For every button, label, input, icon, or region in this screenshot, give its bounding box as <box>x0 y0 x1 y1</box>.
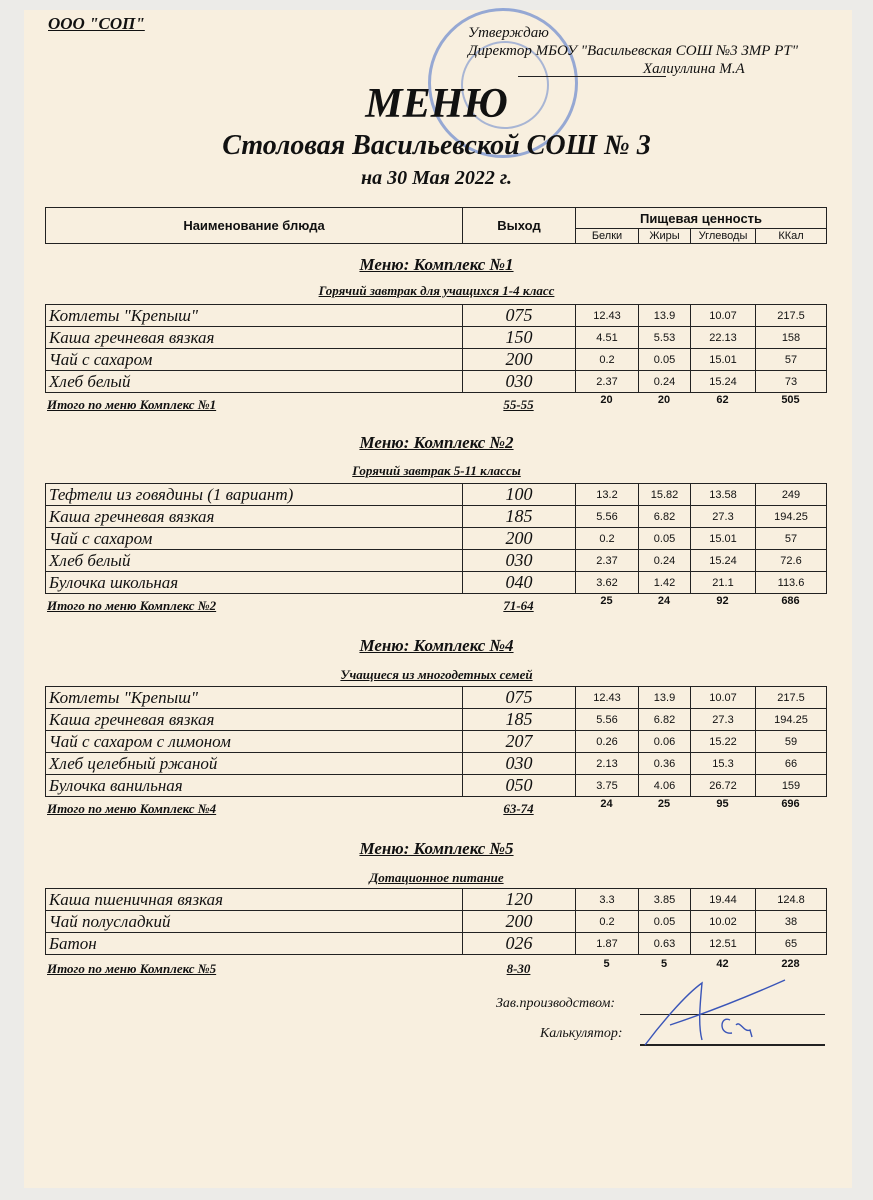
total-label: Итого по меню Комплекс №4 <box>47 801 217 816</box>
dish-output: 030 <box>463 371 576 393</box>
dish-kcal: 159 <box>756 775 827 797</box>
dish-protein: 0.2 <box>576 911 639 933</box>
dish-fat: 6.82 <box>639 709 691 731</box>
complex-title: Меню: Комплекс №2 <box>359 433 514 452</box>
approval-line-2: Директор МБОУ "Васильевская СОШ №3 ЗМР РТ" <box>468 43 798 59</box>
dish-kcal: 72.6 <box>756 550 827 572</box>
total-fat: 5 <box>660 958 668 970</box>
dish-fat: 5.53 <box>639 327 691 349</box>
dish-name: Каша гречневая вязкая <box>46 506 463 528</box>
dish-name: Чай с сахаром <box>46 349 463 371</box>
total-protein: 25 <box>600 595 613 607</box>
approval-line-3: Халиуллина М.А <box>643 61 745 77</box>
dish-output: 075 <box>463 305 576 327</box>
dish-kcal: 59 <box>756 731 827 753</box>
dish-kcal: 217.5 <box>756 305 827 327</box>
dish-carbs: 13.58 <box>691 484 756 506</box>
total-fat: 25 <box>657 798 671 810</box>
dish-carbs: 10.07 <box>691 687 756 709</box>
dish-protein: 12.43 <box>576 305 639 327</box>
table-row <box>46 911 827 933</box>
complex-subtitle: Горячий завтрак 5-11 классы <box>352 463 521 478</box>
header-kcal: ККал <box>756 229 827 244</box>
dish-carbs: 15.24 <box>691 371 756 393</box>
dish-output: 150 <box>463 327 576 349</box>
total-output: 71-64 <box>503 598 534 613</box>
total-kcal: 696 <box>781 798 800 810</box>
approval-block <box>468 24 798 78</box>
dish-fat: 0.36 <box>639 753 691 775</box>
dish-kcal: 217.5 <box>756 687 827 709</box>
dish-name: Хлеб белый <box>46 371 463 393</box>
dish-name: Булочка ванильная <box>46 775 463 797</box>
dish-protein: 5.56 <box>576 506 639 528</box>
table-row <box>46 327 827 349</box>
total-kcal: 505 <box>781 394 800 406</box>
dish-carbs: 22.13 <box>691 327 756 349</box>
dish-output: 040 <box>463 572 576 594</box>
page-title: МЕНЮ <box>365 81 508 127</box>
complex-total <box>45 595 826 614</box>
dish-name: Батон <box>46 933 463 955</box>
table-row <box>46 933 827 955</box>
table-row <box>46 550 827 572</box>
complex-total <box>45 798 826 817</box>
dish-carbs: 21.1 <box>691 572 756 594</box>
dish-output: 120 <box>463 889 576 911</box>
dish-carbs: 10.02 <box>691 911 756 933</box>
dish-name: Чай полусладкий <box>46 911 463 933</box>
dish-output: 030 <box>463 550 576 572</box>
dish-protein: 3.75 <box>576 775 639 797</box>
complex-total <box>45 394 826 413</box>
table-row <box>46 371 827 393</box>
dish-output: 207 <box>463 731 576 753</box>
table-row <box>46 305 827 327</box>
table-row <box>46 775 827 797</box>
complex-table <box>45 888 827 955</box>
dish-name: Каша гречневая вязкая <box>46 327 463 349</box>
total-output: 8-30 <box>506 961 531 976</box>
header-protein: Белки <box>576 229 639 244</box>
dish-output: 200 <box>463 528 576 550</box>
dish-carbs: 19.44 <box>691 889 756 911</box>
complex-title: Меню: Комплекс №5 <box>359 839 514 858</box>
table-header <box>45 207 827 244</box>
dish-name: Булочка школьная <box>46 572 463 594</box>
dish-name: Хлеб целебный ржаной <box>46 753 463 775</box>
dish-carbs: 27.3 <box>691 709 756 731</box>
dish-carbs: 15.3 <box>691 753 756 775</box>
complex-table <box>45 483 827 594</box>
total-label: Итого по меню Комплекс №1 <box>47 397 217 412</box>
dish-protein: 3.3 <box>576 889 639 911</box>
dish-protein: 1.87 <box>576 933 639 955</box>
dish-carbs: 15.01 <box>691 349 756 371</box>
dish-protein: 0.26 <box>576 731 639 753</box>
dish-kcal: 124.8 <box>756 889 827 911</box>
total-label: Итого по меню Комплекс №5 <box>47 961 217 976</box>
dish-fat: 0.05 <box>639 349 691 371</box>
dish-protein: 4.51 <box>576 327 639 349</box>
dish-fat: 13.9 <box>639 687 691 709</box>
dish-output: 075 <box>463 687 576 709</box>
total-carbs: 92 <box>716 595 729 607</box>
dish-name: Каша пшеничная вязкая <box>46 889 463 911</box>
dish-fat: 0.05 <box>639 528 691 550</box>
total-carbs: 42 <box>716 958 729 970</box>
complex-subtitle: Горячий завтрак для учащихся 1-4 класс <box>318 283 555 298</box>
dish-carbs: 10.07 <box>691 305 756 327</box>
dish-name: Чай с сахаром <box>46 528 463 550</box>
total-kcal: 686 <box>781 595 800 607</box>
total-output: 63-74 <box>503 801 534 816</box>
table-row <box>46 528 827 550</box>
dish-name: Тефтели из говядины (1 вариант) <box>46 484 463 506</box>
dish-fat: 0.24 <box>639 550 691 572</box>
table-row <box>46 506 827 528</box>
dish-name: Каша гречневая вязкая <box>46 709 463 731</box>
table-row <box>46 484 827 506</box>
table-row <box>46 753 827 775</box>
total-fat: 24 <box>657 595 671 607</box>
dish-fat: 6.82 <box>639 506 691 528</box>
dish-output: 185 <box>463 709 576 731</box>
dish-kcal: 57 <box>756 528 827 550</box>
total-fat: 20 <box>657 394 671 406</box>
dish-output: 026 <box>463 933 576 955</box>
dish-fat: 1.42 <box>639 572 691 594</box>
page-subtitle: Столовая Васильевской СОШ № 3 <box>222 130 651 161</box>
dish-carbs: 26.72 <box>691 775 756 797</box>
dish-fat: 3.85 <box>639 889 691 911</box>
total-output: 55-55 <box>503 397 534 412</box>
dish-name: Хлеб белый <box>46 550 463 572</box>
dish-protein: 0.2 <box>576 349 639 371</box>
table-row <box>46 687 827 709</box>
complex-table <box>45 304 827 393</box>
complex-title: Меню: Комплекс №1 <box>359 255 514 274</box>
dish-protein: 2.37 <box>576 371 639 393</box>
dish-protein: 0.2 <box>576 528 639 550</box>
total-protein: 5 <box>603 958 610 970</box>
total-protein: 24 <box>600 798 613 810</box>
dish-kcal: 66 <box>756 753 827 775</box>
dish-fat: 13.9 <box>639 305 691 327</box>
calculator-label: Калькулятор: <box>540 1026 623 1041</box>
header-carbs: Углеводы <box>691 229 756 244</box>
company-name: ООО "СОП" <box>48 14 145 33</box>
total-protein: 20 <box>600 394 613 406</box>
table-row <box>46 731 827 753</box>
dish-fat: 0.05 <box>639 911 691 933</box>
table-row <box>46 889 827 911</box>
total-carbs: 62 <box>716 394 729 406</box>
complex-subtitle: Дотационное питание <box>369 870 504 885</box>
dish-output: 050 <box>463 775 576 797</box>
dish-fat: 0.63 <box>639 933 691 955</box>
dish-carbs: 15.22 <box>691 731 756 753</box>
dish-carbs: 12.51 <box>691 933 756 955</box>
dish-carbs: 15.24 <box>691 550 756 572</box>
handwritten-signature <box>640 975 790 1055</box>
header-name: Наименование блюда <box>46 208 463 244</box>
dish-output: 200 <box>463 349 576 371</box>
approval-signature-line <box>518 76 666 77</box>
table-row <box>46 349 827 371</box>
complex-title: Меню: Комплекс №4 <box>359 636 514 655</box>
dish-fat: 0.06 <box>639 731 691 753</box>
complex-table <box>45 686 827 797</box>
dish-name: Чай с сахаром с лимоном <box>46 731 463 753</box>
dish-kcal: 65 <box>756 933 827 955</box>
production-manager-label: Зав.производством: <box>496 996 616 1011</box>
dish-name: Котлеты "Крепыш" <box>46 305 463 327</box>
dish-kcal: 194.25 <box>756 506 827 528</box>
dish-fat: 0.24 <box>639 371 691 393</box>
dish-output: 200 <box>463 911 576 933</box>
header-output: Выход <box>463 208 576 244</box>
dish-output: 030 <box>463 753 576 775</box>
dish-kcal: 73 <box>756 371 827 393</box>
total-label: Итого по меню Комплекс №2 <box>47 598 217 613</box>
dish-kcal: 194.25 <box>756 709 827 731</box>
dish-output: 185 <box>463 506 576 528</box>
total-kcal: 228 <box>781 958 800 970</box>
dish-fat: 4.06 <box>639 775 691 797</box>
dish-protein: 2.37 <box>576 550 639 572</box>
dish-kcal: 249 <box>756 484 827 506</box>
dish-kcal: 38 <box>756 911 827 933</box>
header-nutrition: Пищевая ценность <box>576 208 827 229</box>
total-carbs: 95 <box>716 798 729 810</box>
table-row <box>46 709 827 731</box>
dish-protein: 2.13 <box>576 753 639 775</box>
dish-protein: 5.56 <box>576 709 639 731</box>
dish-carbs: 27.3 <box>691 506 756 528</box>
dish-fat: 15.82 <box>639 484 691 506</box>
approval-line-1: Утверждаю <box>468 25 549 41</box>
dish-kcal: 158 <box>756 327 827 349</box>
dish-kcal: 113.6 <box>756 572 827 594</box>
table-row <box>46 572 827 594</box>
dish-protein: 3.62 <box>576 572 639 594</box>
dish-protein: 12.43 <box>576 687 639 709</box>
complex-subtitle: Учащиеся из многодетных семей <box>340 667 533 682</box>
header-fat: Жиры <box>639 229 691 244</box>
dish-protein: 13.2 <box>576 484 639 506</box>
dish-carbs: 15.01 <box>691 528 756 550</box>
dish-name: Котлеты "Крепыш" <box>46 687 463 709</box>
dish-output: 100 <box>463 484 576 506</box>
menu-date: на 30 Мая 2022 г. <box>360 167 513 189</box>
dish-kcal: 57 <box>756 349 827 371</box>
